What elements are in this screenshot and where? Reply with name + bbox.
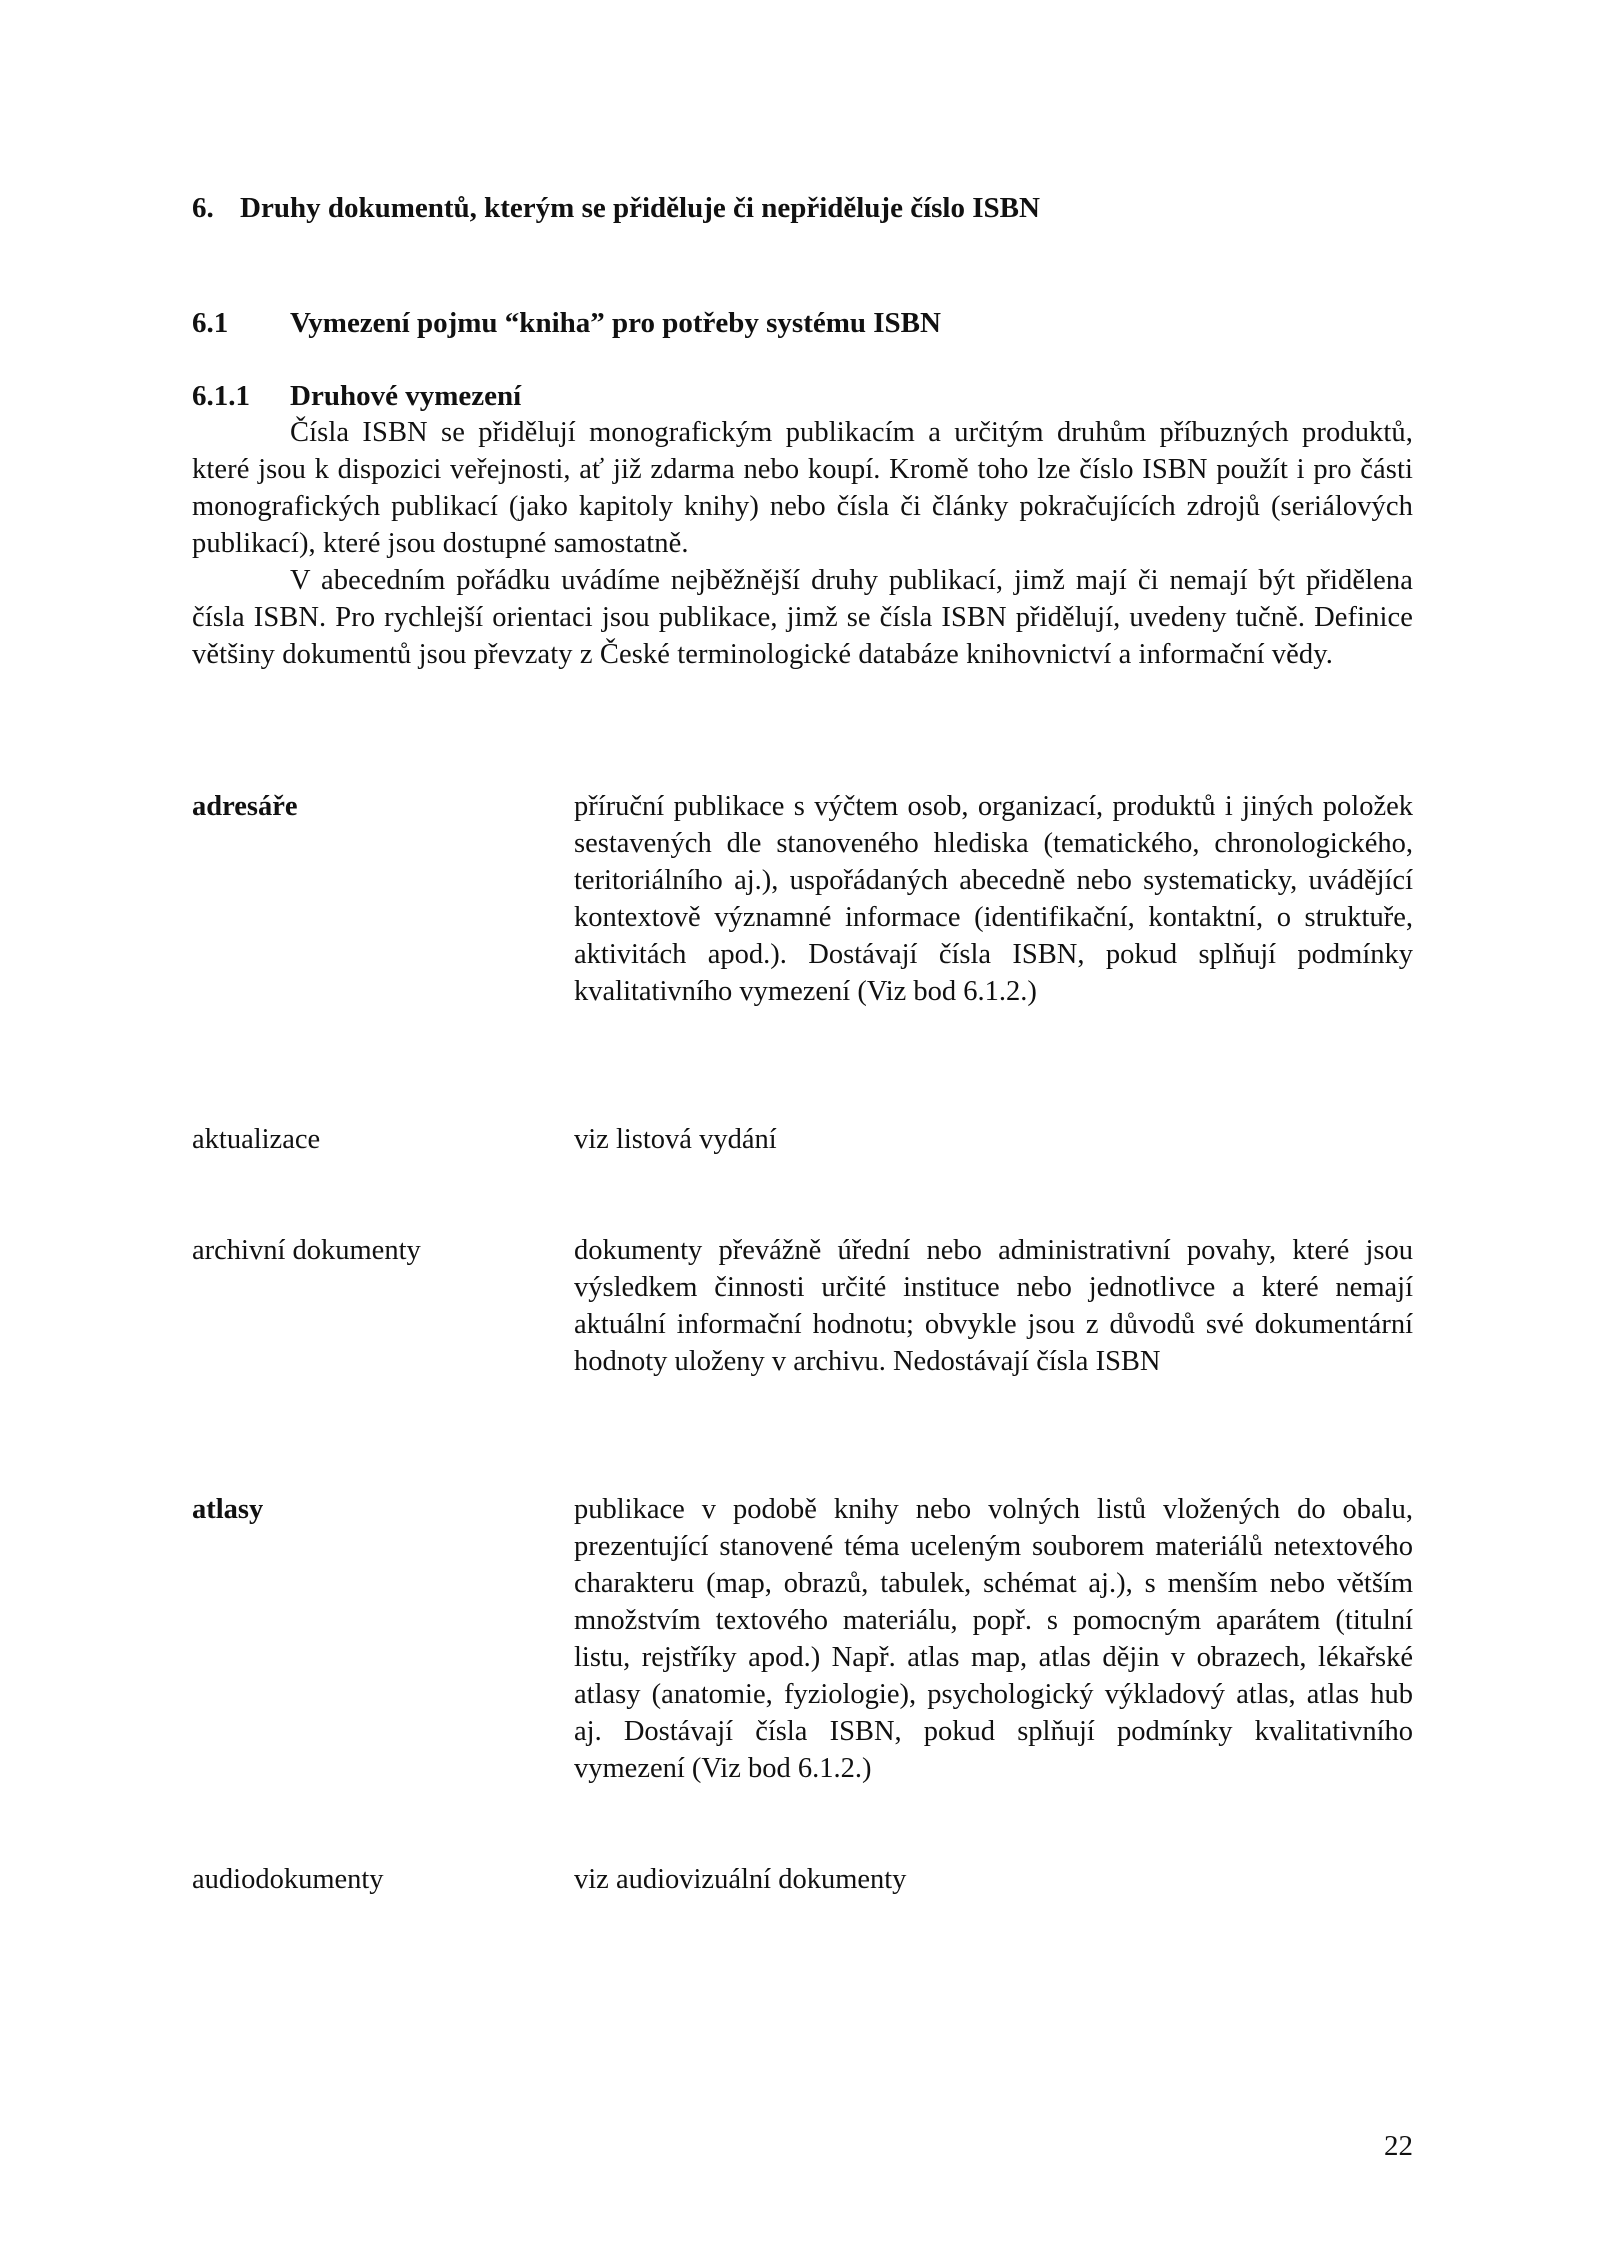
entry-definition: příruční publikace s výčtem osob, organizací, produktů i jiných položek sestavených dle stanoveného hlediska (tematického, chronologického, teritoriálního aj.), uspořádaných abecedně nebo systematicky, uvádějící kontextově významné informace (identifikační, kontaktní, o struktuře, aktivitách apod.). Dostávají čísla ISBN, pokud splňují podmínky kvalitativního vymezení (Viz bod 6.1.2.) xyxy=(574,791,1413,1007)
chapter-heading xyxy=(192,190,1040,227)
section-title: Vymezení pojmu “kniha” pro potřeby systému ISBN xyxy=(290,307,941,339)
entry-definition: viz audiovizuální dokumenty xyxy=(574,1864,907,1895)
subsection-number: 6.1.1 xyxy=(192,380,250,412)
entry-term: aktualizace xyxy=(192,1124,321,1155)
entry-term: atlasy xyxy=(192,1494,264,1525)
intro-paragraph: V abecedním pořádku uvádíme nejběžnější druhy publikací, jimž mají či nemají být přidělena čísla ISBN. Pro rychlejší orientaci jsou publikace, jimž se čísla ISBN přidělují, uvedeny tučně. Definice většiny dokumentů jsou převzaty z České terminologické databáze knihovnictví a informační vědy. xyxy=(192,565,1413,670)
entry-definition: dokumenty převážně úřední nebo administrativní povahy, které jsou výsledkem činnosti určité instituce nebo jednotlivce a které nemají aktuální informační hodnotu; obvykle jsou z důvodů své dokumentární hodnoty uloženy v archivu. Nedostávají čísla ISBN xyxy=(574,1235,1413,1377)
entry-term: adresáře xyxy=(192,791,298,822)
entry-definition: viz listová vydání xyxy=(574,1124,777,1155)
page-number: 22 xyxy=(1384,2130,1413,2162)
intro-paragraph: Čísla ISBN se přidělují monografickým publikacím a určitým druhům příbuzných produktů, které jsou k dispozici veřejnosti, ať již zdarma nebo koupí. Kromě toho lze číslo ISBN použít i pro části monografických publikací (jako kapitoly knihy) nebo čísla či články pokračujících zdrojů (seriálových publikací), které jsou dostupné samostatně. xyxy=(192,417,1413,559)
chapter-number: 6. xyxy=(192,192,214,224)
subsection-title: Druhové vymezení xyxy=(290,380,522,412)
entry-term: audiodokumenty xyxy=(192,1864,384,1895)
subsection-heading xyxy=(192,378,521,415)
entry-definition: publikace v podobě knihy nebo volných listů vložených do obalu, prezentující stanovené téma uceleným souborem materiálů netextového charakteru (map, obrazů, tabulek, schémat aj.), s menším nebo větším množstvím textového materiálu, popř. s pomocným aparátem (titulní listu, rejstříky apod.) Např. atlas map, atlas dějin v obrazech, lékařské atlasy (anatomie, fyziologie), psychologický výkladový atlas, atlas hub aj. Dostávají čísla ISBN, pokud splňují podmínky kvalitativního vymezení (Viz bod 6.1.2.) xyxy=(574,1494,1413,1784)
entry-term: archivní dokumenty xyxy=(192,1235,421,1266)
chapter-title: Druhy dokumentů, kterým se přiděluje či nepřiděluje číslo ISBN xyxy=(240,192,1040,224)
intro-text xyxy=(192,414,1413,673)
section-number: 6.1 xyxy=(192,307,229,339)
section-heading xyxy=(192,305,941,342)
